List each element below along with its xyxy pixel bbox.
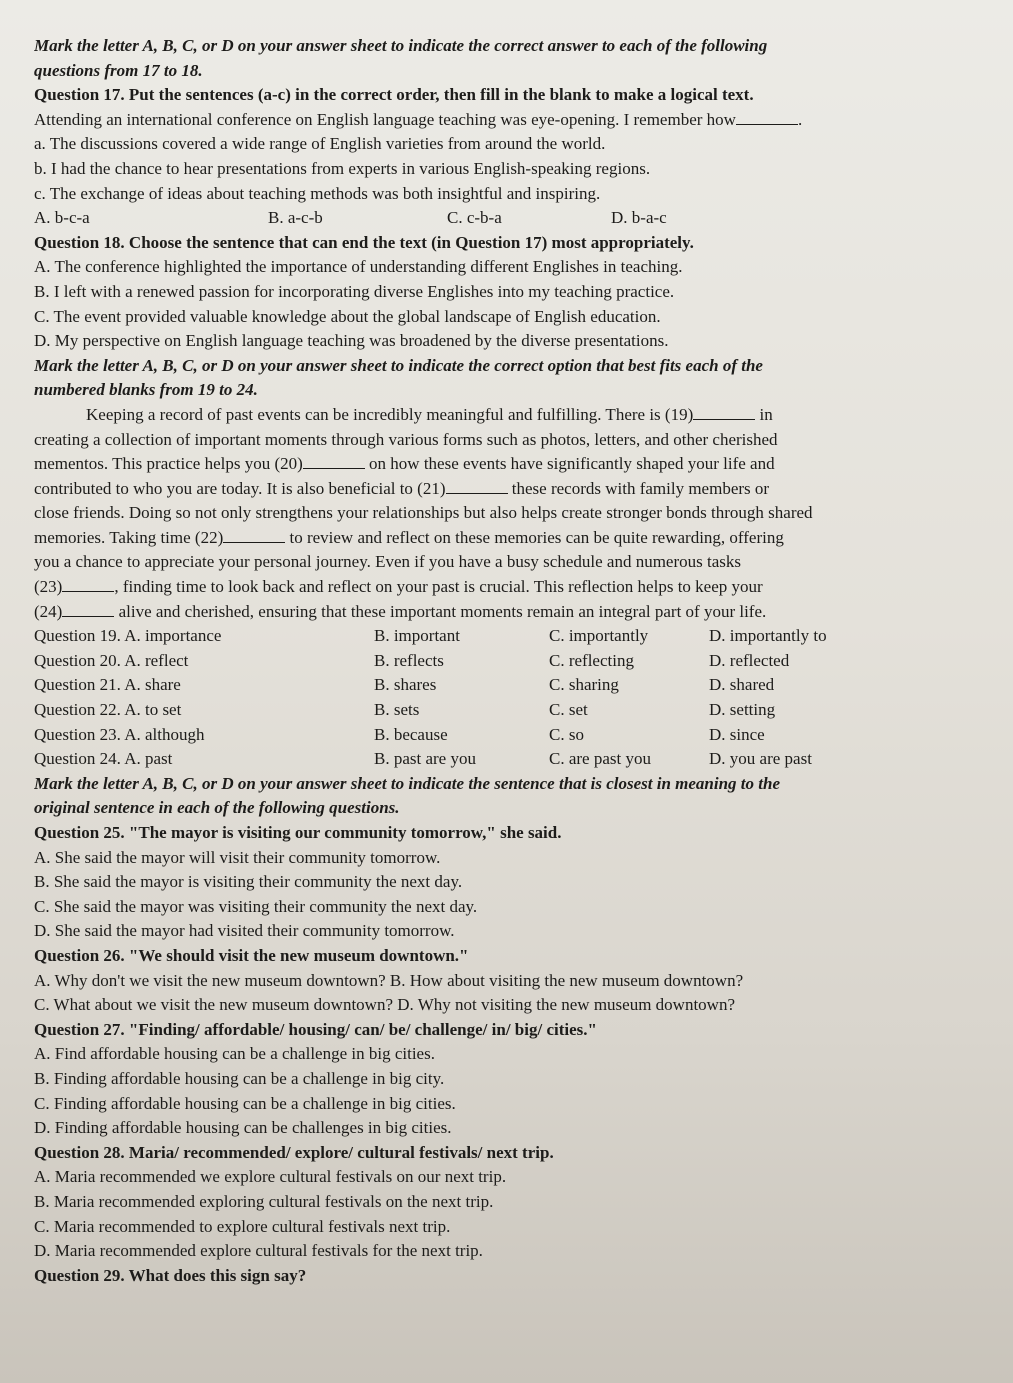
sentence-a: a. The discussions covered a wide range of English varieties from around the world.	[34, 134, 606, 154]
question-29-title: Question 29. What does this sign say?	[34, 1265, 307, 1285]
answer-blank	[736, 110, 798, 125]
question-28-title: Question 28. Maria/ recommended/ explore/ cultural festivals/ next trip.	[34, 1142, 554, 1162]
option-b: B. reflects	[374, 650, 444, 670]
blank-22	[223, 528, 285, 543]
option-a: Question 19. A. importance	[34, 626, 222, 646]
option-d: D. Finding affordable housing can be challenges in big cities.	[34, 1118, 452, 1138]
question-20	[34, 649, 969, 674]
option-d: D. My perspective on English language teaching was broadened by the diverse presentations.	[34, 331, 669, 351]
passage-line: close friends. Doing so not only strengthens your relationships but also helps create stronger bonds through shared	[34, 503, 813, 523]
option-c: C. She said the mayor was visiting their community the next day.	[34, 896, 478, 916]
instruction-25-28-cont: original sentence in each of the following questions.	[34, 798, 400, 818]
option-d: D. importantly to	[709, 626, 827, 646]
option-c: C. c-b-a	[447, 208, 502, 228]
question-17-title: Question 17. Put the sentences (a-c) in the correct order, then fill in the blank to make a logical text.	[34, 85, 754, 105]
blank-23	[62, 577, 114, 592]
question-21	[34, 673, 969, 698]
option-b: B. She said the mayor is visiting their community the next day.	[34, 872, 463, 892]
question-17-options	[34, 206, 969, 231]
option-a: A. Maria recommended we explore cultural festivals on our next trip.	[34, 1167, 507, 1187]
option-c: C. set	[549, 700, 588, 720]
option-a: A. She said the mayor will visit their community tomorrow.	[34, 847, 441, 867]
option-b: B. sets	[374, 700, 420, 720]
option-c: C. The event provided valuable knowledge about the global landscape of English education.	[34, 306, 661, 326]
option-a: Question 23. A. although	[34, 724, 205, 744]
instruction-19-24-cont: numbered blanks from 19 to 24.	[34, 380, 258, 400]
sentence-c: c. The exchange of ideas about teaching methods was both insightful and inspiring.	[34, 183, 601, 203]
blank-21	[446, 479, 508, 494]
question-23	[34, 723, 969, 748]
question-26-title: Question 26. "We should visit the new museum downtown."	[34, 945, 469, 965]
blank-19	[693, 405, 755, 420]
option-c: C. reflecting	[549, 650, 634, 670]
option-b: B. past are you	[374, 749, 476, 769]
option-b: B. a-c-b	[268, 208, 323, 228]
passage-line: mementos. This practice helps you (20) on how these events have significantly shaped your life and	[34, 454, 775, 474]
option-a: Question 22. A. to set	[34, 700, 182, 720]
option-d: D. reflected	[709, 650, 790, 670]
option-d: D. Maria recommended explore cultural festivals for the next trip.	[34, 1241, 483, 1261]
instruction-17-18-cont: questions from 17 to 18.	[34, 60, 203, 80]
sentence-b: b. I had the chance to hear presentations from experts in various English-speaking regions.	[34, 158, 651, 178]
option-d: D. setting	[709, 700, 776, 720]
question-25-title: Question 25. "The mayor is visiting our community tomorrow," she said.	[34, 823, 562, 842]
option-c: C. sharing	[549, 675, 619, 695]
option-a: A. Find affordable housing can be a challenge in big cities.	[34, 1044, 435, 1064]
option-b: B. because	[374, 724, 448, 744]
option-d: D. shared	[709, 675, 775, 695]
passage-line: you a chance to appreciate your personal journey. Even if you have a busy schedule and numerous tasks	[34, 552, 741, 572]
question-18-title: Question 18. Choose the sentence that can end the text (in Question 17) most appropriately.	[34, 232, 694, 252]
option-d: D. since	[709, 724, 765, 744]
passage-line: Keeping a record of past events can be incredibly meaningful and fulfilling. There is (19) in	[86, 404, 773, 424]
passage-line: memories. Taking time (22) to review and reflect on these memories can be quite rewarding, offering	[34, 527, 784, 547]
option-b: B. Maria recommended exploring cultural festivals on the next trip.	[34, 1191, 494, 1211]
option-b: B. I left with a renewed passion for incorporating diverse Englishes into my teaching practice.	[34, 281, 675, 301]
option-c: C. so	[549, 724, 584, 744]
instruction-19-24: Mark the letter A, B, C, or D on your answer sheet to indicate the correct option that best fits each of the	[34, 355, 763, 375]
option-c: C. are past you	[549, 749, 651, 769]
instruction-25-28: Mark the letter A, B, C, or D on your answer sheet to indicate the sentence that is closest in meaning to the	[34, 773, 781, 793]
option-a: Question 24. A. past	[34, 749, 173, 769]
passage-line: creating a collection of important moments through various forms such as photos, letters, and other cherished	[34, 429, 778, 449]
options-a-b: A. Why don't we visit the new museum downtown? B. How about visiting the new museum downtown?	[34, 970, 744, 990]
option-b: B. important	[374, 626, 460, 646]
instruction-17-18: Mark the letter A, B, C, or D on your answer sheet to indicate the correct answer to each of the following	[34, 36, 768, 55]
option-d: D. b-a-c	[611, 208, 667, 228]
question-19	[34, 624, 969, 649]
option-b: B. shares	[374, 675, 437, 695]
option-a: A. The conference highlighted the importance of understanding different Englishes in teaching.	[34, 257, 683, 277]
option-a: A. b-c-a	[34, 208, 90, 228]
question-24	[34, 747, 969, 772]
passage-line: contributed to who you are today. It is also beneficial to (21) these records with family members or	[34, 478, 770, 498]
options-c-d: C. What about we visit the new museum downtown? D. Why not visiting the new museum downtown?	[34, 995, 736, 1015]
option-c: C. Finding affordable housing can be a challenge in big cities.	[34, 1093, 456, 1113]
option-a: Question 20. A. reflect	[34, 650, 189, 670]
passage-line: (24) alive and cherished, ensuring that these important moments remain an integral part of your life.	[34, 601, 767, 621]
option-a: Question 21. A. share	[34, 675, 181, 695]
option-c: C. importantly	[549, 626, 649, 646]
question-22	[34, 698, 969, 723]
exam-page	[34, 34, 969, 1288]
question-17-stem: Attending an international conference on English language teaching was eye-opening. I remember how .	[34, 109, 803, 129]
option-d: D. you are past	[709, 749, 812, 769]
question-27-title: Question 27. "Finding/ affordable/ housing/ can/ be/ challenge/ in/ big/ cities."	[34, 1019, 597, 1039]
passage-line: (23) , finding time to look back and reflect on your past is crucial. This reflection helps to keep your	[34, 577, 763, 597]
option-b: B. Finding affordable housing can be a challenge in big city.	[34, 1068, 445, 1088]
blank-24	[62, 602, 114, 617]
option-c: C. Maria recommended to explore cultural festivals next trip.	[34, 1216, 451, 1236]
blank-20	[303, 454, 365, 469]
option-d: D. She said the mayor had visited their community tomorrow.	[34, 921, 455, 941]
